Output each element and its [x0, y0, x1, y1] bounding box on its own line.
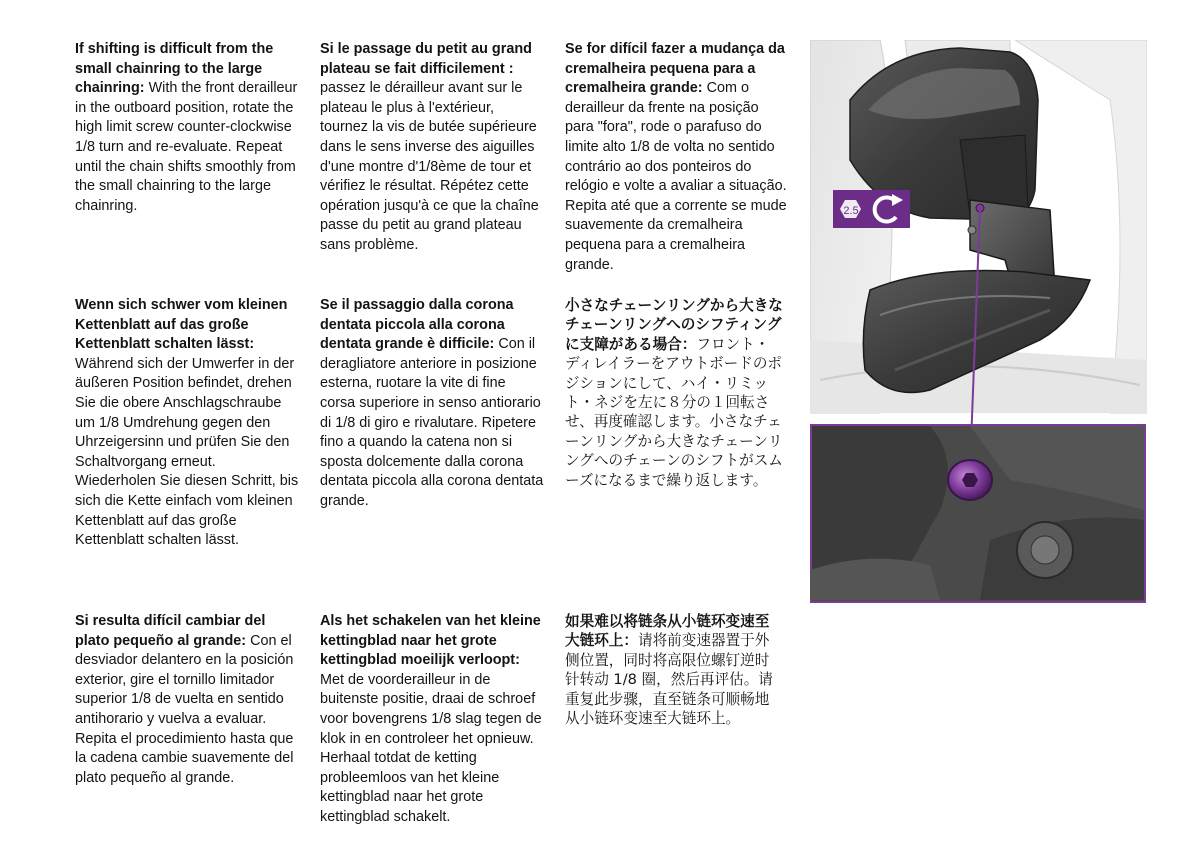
instruction-body: Com o derailleur da frente na posição para "fora", rode o parafuso do limite alto 1/8 de volta no sentido contrário ao dos ponteiros do relógio e volte a avaliar a situação. Repita até que a corrente se mude suavemente da cremalheira pequena para a cremalheira grande.	[565, 80, 787, 273]
instruction-body: With the front derailleur in the outboard position, rotate the high limit screw counter-clockwise 1/8 turn and re-evaluate. Repeat until the chain shifts smoothly from the small chainring to the large chainring.	[75, 80, 298, 214]
derailleur-illustration	[810, 40, 1147, 603]
instruction-heading: Si le passage du petit au grand plateau se fait difficilement :	[320, 41, 532, 77]
instruction-fr	[320, 40, 544, 256]
instruction-it	[320, 296, 544, 512]
instruction-body: Con el desviador delantero en la posición exterior, gire el tornillo limitador superior 1/8 de vuelta en sentido antihorario y vuelva a evaluar. Repita el procedimiento hasta que la cadena cambie suavemente del plato pequeño al grande.	[75, 632, 294, 786]
instruction-zh	[565, 612, 783, 728]
derailleur-drawing	[810, 40, 1147, 603]
instruction-body: 请将前变速器置于外侧位置，同时将高限位螺钉逆时针转动 1/8 圈，然后再评估。请重复此步骤，直至链条可顺畅地从小链环变速至大链环上。	[565, 632, 773, 728]
zoom-detail-panel	[810, 425, 1145, 602]
tool-callout	[833, 190, 910, 228]
instruction-body: フロント・ディレイラーをアウトボードのポジションにして、ハイ・リミット・ネジを左に８分の１回転させ、再度確認します。小さなチェーンリングから大きなチェーンリングへのチェーンのシフトがスムーズになるまで繰り返します。	[565, 335, 783, 489]
instruction-ja	[565, 296, 783, 490]
instruction-es	[75, 612, 299, 788]
tool-size-label: 2.5	[843, 205, 859, 217]
instruction-heading: Wenn sich schwer vom kleinen Kettenblatt auf das große Kettenblatt schalten lässt:	[75, 297, 288, 353]
instruction-heading: Als het schakelen van het kleine kettingblad naar het grote kettingblad moeilijk verloopt:	[320, 613, 541, 669]
instruction-heading: Se for difícil fazer a mudança da cremalheira pequena para a cremalheira grande:	[565, 41, 785, 97]
instruction-heading: 小さなチェーンリングから大きなチェーンリングへのシフティングに支障がある場合：	[565, 297, 783, 353]
instruction-heading: Se il passaggio dalla corona dentata piccola alla corona dentata grande è difficile:	[320, 297, 514, 353]
instruction-body: Met de voorderailleur in de buitenste positie, draai de schroef voor bovengrens 1/8 slag tegen de klok in en controleer het opnieuw. Herhaal totdat de ketting probleemloos van het kleine kettingblad naar het grote kettingblad schakelt.	[320, 671, 542, 825]
instruction-pt	[565, 40, 789, 275]
instruction-body: Con il deragliatore anteriore in posizione esterna, ruotare la vite di fine corsa superiore in senso antiorario di 1/8 di giro e rivalutare. Ripetere fino a quando la catena non si sposta dolcemente dalla corona dentata piccola alla corona dentata grande.	[320, 336, 544, 509]
instruction-heading: If shifting is difficult from the small chainring to the large chainring:	[75, 41, 274, 97]
instruction-body: Während sich der Umwerfer in der äußeren Position befindet, drehen Sie die obere Anschlagschraube um 1/8 Umdrehung gegen den Uhrzeigersinn und prüfen Sie den Schaltvorgang erneut. Wiederholen Sie diesen Schritt, bis sich die Kette einfach vom kleinen Kettenblatt auf das große Kettenblatt schalten lässt.	[75, 355, 299, 549]
instruction-de	[75, 296, 299, 551]
instruction-nl	[320, 612, 544, 828]
instruction-heading: 如果难以将链条从小链环变速至大链环上：	[565, 613, 770, 650]
instruction-heading: Si resulta difícil cambiar del plato pequeño al grande:	[75, 613, 266, 649]
instruction-en	[75, 40, 299, 216]
instruction-body: passez le dérailleur avant sur le plateau le plus à l'extérieur, tournez la vis de butée supérieure dans le sens inverse des aiguilles d'une montre d'1/8ème de tour et vérifiez le résultat. Répétez cette opération jusqu'à ce que la chaîne passe du petit au grand plateau sans problème.	[320, 80, 539, 253]
